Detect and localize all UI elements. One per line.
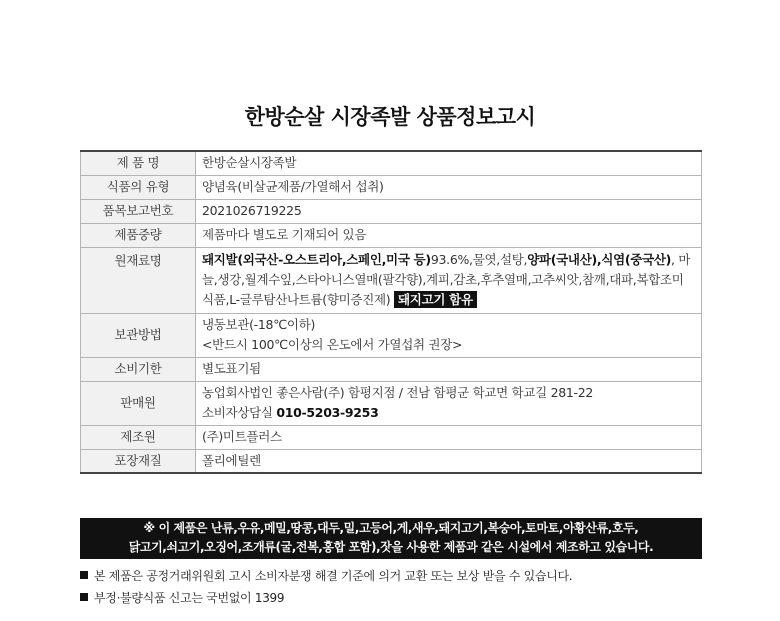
product-info-table (80, 150, 702, 474)
ingredients-value (196, 247, 702, 313)
table-row (81, 313, 702, 357)
row-label-report-number: 품목보고번호 (81, 199, 196, 223)
storage-line-1: 냉동보관(-18℃이하) (202, 317, 316, 332)
ingredient-text-2: , (671, 252, 675, 267)
notes (80, 566, 720, 610)
row-label-weight: 제품중량 (81, 223, 196, 247)
food-type-value: 양념육(비살균제품/가열해서 섭취) (196, 175, 702, 199)
row-label-expiry: 소비기한 (81, 357, 196, 381)
note-text: 본 제품은 공정거래위원회 고시 소비자분쟁 해결 기준에 의거 교환 또는 보상 받을 수 있습니다. (94, 569, 573, 583)
row-label-storage: 보관방법 (81, 313, 196, 357)
note-item (80, 588, 720, 610)
square-bullet-icon (80, 571, 88, 579)
row-label-packaging: 포장재질 (81, 449, 196, 473)
allergy-line-1: ※ 이 제품은 난류,우유,메밀,땅콩,대두,밀,고등어,게,새우,돼지고기,복숭아,토마토,아황산류,호두, (143, 521, 639, 535)
table-row (81, 175, 702, 199)
table-row (81, 247, 702, 313)
cs-label: 소비자상담실 (202, 405, 277, 420)
customer-service (202, 403, 695, 423)
cs-phone: 010-5203-9253 (276, 405, 379, 420)
packaging-value: 폴리에틸렌 (196, 449, 702, 473)
table-row (81, 199, 702, 223)
storage-value (196, 313, 702, 357)
allergen-badge: 돼지고기 함유 (394, 291, 477, 308)
page-title: 한방순살 시장족발 상품정보고시 (244, 105, 536, 129)
table-row (81, 357, 702, 381)
row-label-food-type: 식품의 유형 (81, 175, 196, 199)
table-row (81, 151, 702, 175)
row-label-seller: 판매원 (81, 381, 196, 425)
seller-value (196, 381, 702, 425)
ingredient-text-1: 93.6%,물엿,설탕, (430, 252, 528, 267)
row-label-ingredients: 원재료명 (81, 247, 196, 313)
allergy-line-2: 닭고기,쇠고기,오징어,조개류(굴,전복,홍합 포함),잣을 사용한 제품과 같은 시설에서 제조하고 있습니다. (128, 540, 654, 554)
expiry-value: 별도표기됨 (196, 357, 702, 381)
table-row (81, 381, 702, 425)
allergy-notice (80, 518, 702, 559)
note-text: 부정·불량식품 신고는 국번없이 1399 (94, 591, 285, 605)
note-item (80, 566, 720, 588)
product-name-value: 한방순살시장족발 (196, 151, 702, 175)
row-label-manufacturer: 제조원 (81, 425, 196, 449)
seller-address: 농업회사법인 좋은사람(주) 함평지점 / 전남 함평군 학교면 학교길 281-22 (202, 385, 594, 400)
storage-line-2: <반드시 100℃이상의 온도에서 가열섭취 권장> (202, 337, 463, 352)
row-label-product-name: 제 품 명 (81, 151, 196, 175)
ingredient-text-3: 마늘,생강,월계수잎,스타아니스열매(팔각향),계피,감초,후추열매,고추씨앗,참깨,대파,복합조미식품,L-글루탐산나트륨(향미증진제) (202, 252, 691, 307)
table-row (81, 223, 702, 247)
manufacturer-value: (주)미트플러스 (196, 425, 702, 449)
ingredient-main: 돼지발(외국산-오스트리아,스페인,미국 등) (202, 252, 431, 267)
table-row (81, 449, 702, 473)
table-row (81, 425, 702, 449)
ingredient-origin: 양파(국내산),식염(중국산) (527, 252, 672, 267)
report-number-value: 2021026719225 (196, 199, 702, 223)
weight-value: 제품마다 별도로 기재되어 있음 (196, 223, 702, 247)
square-bullet-icon (80, 593, 88, 601)
